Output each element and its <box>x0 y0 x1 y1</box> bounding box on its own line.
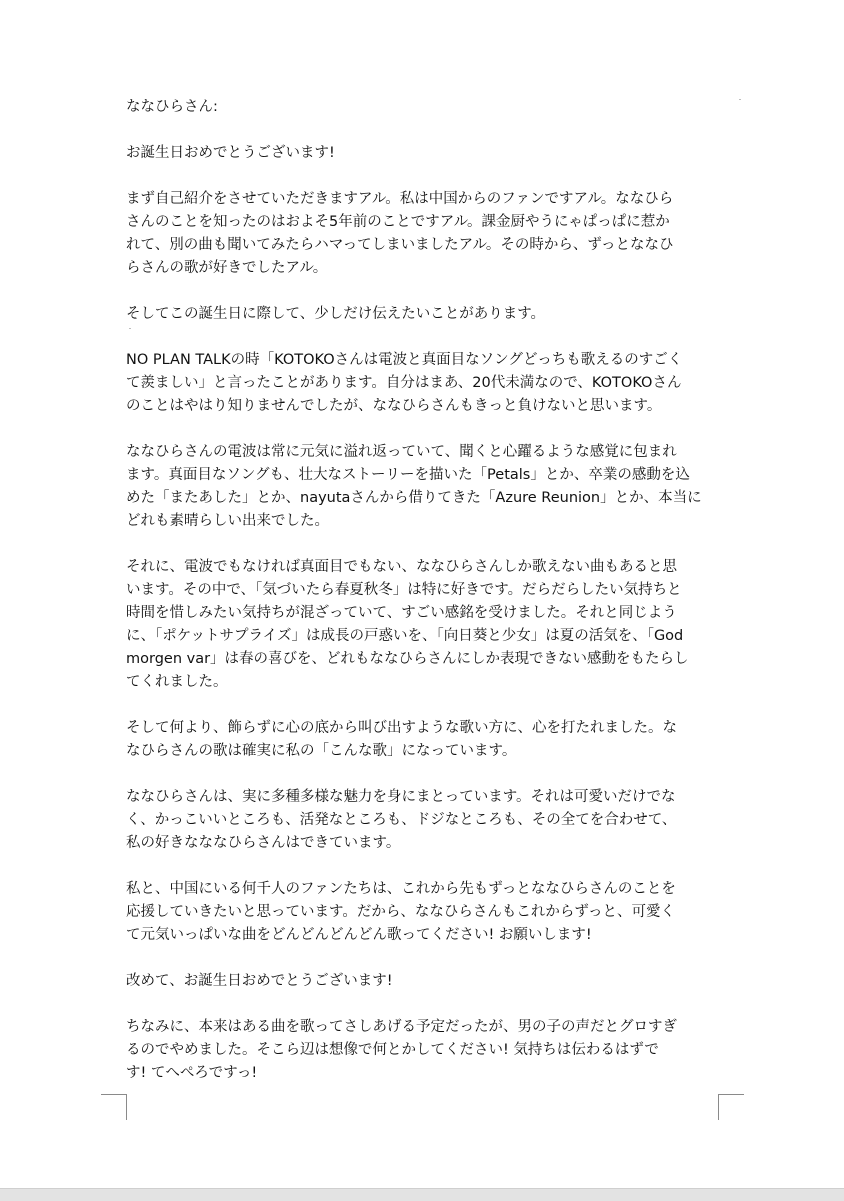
letter-body <box>126 96 726 1108</box>
greeting-line: ななひらさん: <box>126 99 218 115</box>
paragraph-support: 私と、中国にいる何千人のファンたちは、これから先もずっとななひらさんのことを 応援していきたいと思っています。だから、ななひらさんもこれからずっと、可愛く て元気いっぱいな曲をどんどんどんどん歌ってください! お願いします! <box>126 881 676 943</box>
paragraph-singing-style: そして何より、飾らずに心の底から叫び出すような歌い方に、心を打たれました。な なひらさんの歌は確実に私の「こんな歌」になっています。 <box>126 720 677 759</box>
paragraph-postscript: ちなみに、本来はある曲を歌ってさしあげる予定だったが、男の子の声だとグロすぎ るのでやめました。そこら辺は想像で何とかしてください! 気持ちは伝わるはずで す! てへぺろですっ! <box>126 1019 677 1081</box>
paragraph-kotoko: NO PLAN TALKの時「KOTOKOさんは電波と真面目なソングどっちも歌えるのすごく て羨ましい」と言ったことがあります。自分はまあ、20代未満なので、KOTOKOさん のことはやはり知りませんでしたが、ななひらさんもきっと負けないと思います。 <box>126 352 683 414</box>
paragraph-songs: ななひらさんの電波は常に元気に溢れ返っていて、聞くと心躍るような感覚に包まれ ます。真面目なソングも、壮大なストーリーを描いた「Petals」とか、卒業の感動を込 めた「またあした」とか、nayutaさんから借りてきた「Azure Reunion」とか、本当に どれも素晴らしい出来でした。 <box>126 444 702 529</box>
status-strip <box>0 1188 844 1201</box>
paragraph-purpose: そしてこの誕生日に際して、少しだけ伝えたいことがあります。 <box>126 306 546 322</box>
paragraph-congratulations: 改めて、お誕生日おめでとうございます! <box>126 973 393 989</box>
paragraph-introduction: まず自己紹介をさせていただきますアル。私は中国からのファンですアル。ななひら さんのことを知ったのはおよそ5年前のことですアル。課金厨やうにゃぱっぱに惹か れて、別の曲も聞いてみたらハマってしまいましたアル。その時から、ずっとななひ らさんの歌が好きでしたアル。 <box>126 191 674 276</box>
crop-mark-bottom-left <box>101 1094 127 1120</box>
margin-speck <box>739 99 741 100</box>
birthday-line: お誕生日おめでとうございます! <box>126 145 335 161</box>
paragraph-unique-songs: それに、電波でもなければ真面目でもない、ななひらさんしか歌えない曲もあると思 います。その中で、「気づいたら春夏秋冬」は特に好きです。だらだらしたい気持ちと 時間を惜しみたい気持ちが混ざっていて、すごい感銘を受けました。それと同じよう に、「ポケットサプライズ」は成長の戸惑いを、「向日葵と少女」は夏の活気を、「God morgen var」は春の喜びを、どれもななひらさんにしか表現できない感動をもたらし てくれました。 <box>126 559 689 690</box>
crop-mark-bottom-right <box>718 1094 744 1120</box>
paragraph-charm: ななひらさんは、実に多種多様な魅力を身にまとっています。それは可愛いだけでな く、かっこいいところも、活発なところも、ドジなところも、その全てを合わせて、 私の好きなななひらさんはできています。 <box>126 789 677 851</box>
